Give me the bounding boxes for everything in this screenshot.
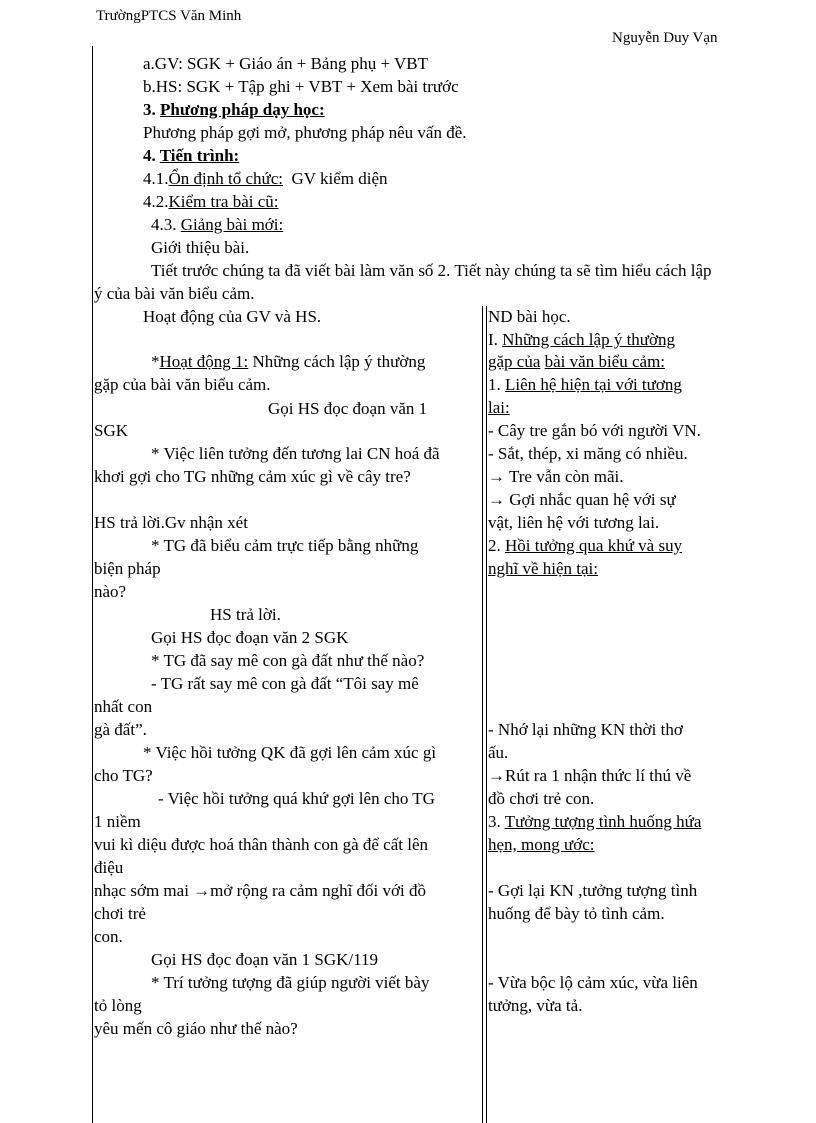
section-4-number: 4. — [143, 146, 156, 165]
question-5-line-1: * Trí tưởng tượng đã giúp người viết bày — [151, 973, 430, 992]
step-4-1-text: GV kiểm diện — [291, 169, 388, 188]
lesson-section-1-title-cont-a: gặp của — [488, 352, 541, 371]
step-4-3-label: Giảng bài mới: — [180, 215, 284, 234]
answer-1: HS trả lời.Gv nhận xét — [94, 513, 248, 532]
answer-4-line-5-rest: mở rộng ra cảm nghĩ đối với đồ — [210, 881, 426, 900]
answer-4-line-1: - Việc hồi tưởng quá khứ gợi lên cho TG — [158, 789, 435, 808]
point-1-item-4-text: Gợi nhắc quan hệ với sự — [509, 490, 676, 509]
question-2-line-2: biện pháp — [94, 559, 161, 578]
step-4-1 — [143, 168, 388, 190]
lesson-section-1-title-cont — [488, 351, 665, 373]
call-read-3: Gọi HS đọc đoạn văn 1 SGK/119 — [151, 950, 378, 969]
point-1-title — [488, 374, 682, 396]
point-2-title-text: Hồi tưởng qua khứ và suy — [505, 536, 683, 555]
lesson-section-1-prefix: I. — [488, 330, 498, 349]
call-read-1-cont: SGK — [94, 421, 129, 440]
section-4-title: Tiến trình: — [159, 146, 240, 165]
step-4-1-label: Ổn định tổ chức: — [168, 169, 284, 188]
point-1-item-4 — [488, 489, 676, 511]
answer-4-line-4: điệu — [94, 858, 124, 877]
point-2-item-1: - Nhớ lại những KN thời thơ — [488, 720, 683, 739]
question-2-line-1: * TG đã biểu cảm trực tiếp bằng những — [151, 536, 419, 555]
answer-3-line-1: - TG rất say mê con gà đất “Tôi say mê — [151, 674, 419, 693]
left-margin-line — [92, 46, 93, 1123]
left-column-header: Hoạt động của GV và HS. — [143, 307, 322, 326]
prep-gv: a.GV: SGK + Giáo án + Bảng phụ + VBT — [143, 54, 428, 73]
section-3-number: 3. — [143, 100, 156, 119]
column-divider-line-1 — [482, 306, 483, 1123]
answer-3-line-2: nhất con — [94, 697, 153, 716]
question-4-line-2: cho TG? — [94, 766, 153, 785]
activity-1-text-cont: gặp của bài văn biểu cảm. — [94, 375, 271, 394]
point-2-title-cont: nghĩ về hiện tại: — [488, 559, 599, 578]
step-4-2-number: 4.2. — [143, 192, 169, 211]
school-name: TrườngPTCS Văn Minh — [96, 8, 242, 24]
step-4-2 — [143, 191, 279, 213]
answer-4-line-7: con. — [94, 927, 123, 946]
right-column-header: ND bài học. — [488, 307, 571, 326]
point-2-item-2-cont: đồ chơi trẻ con. — [488, 789, 595, 808]
point-1-item-2: - Sắt, thép, xi măng có nhiều. — [488, 444, 688, 463]
point-3-title-text: Tưởng tượng tình huống hứa — [504, 812, 702, 831]
answer-4-line-2: 1 niềm — [94, 812, 141, 831]
point-1-title-cont: lai: — [488, 398, 510, 417]
answer-3-line-3: gà đất”. — [94, 720, 147, 739]
column-divider-line-2 — [486, 306, 487, 1123]
point-2-item-1-cont: ấu. — [488, 743, 509, 762]
activity-1-heading — [151, 351, 425, 373]
answer-2: HS trả lời. — [210, 605, 281, 624]
point-2-title — [488, 535, 682, 557]
point-3-title — [488, 811, 701, 833]
point-1-prefix: 1. — [488, 375, 501, 394]
point-3-item-2-cont: tưởng, vừa tả. — [488, 996, 583, 1015]
section-3-heading — [143, 99, 325, 121]
intro-paragraph-line-1: Tiết trước chúng ta đã viết bài làm văn số 2. Tiết này chúng ta sẽ tìm hiểu cách lập — [151, 261, 712, 280]
activity-1-text: Những cách lập ý thường — [252, 352, 426, 371]
question-1-line-1: * Việc liên tưởng đến tương lai CN hoá đã — [151, 444, 440, 463]
point-2-item-2 — [488, 765, 691, 787]
arrow-right-icon: → — [193, 881, 211, 900]
question-1-line-2: khơi gợi cho TG những cảm xúc gì về cây tre? — [94, 467, 411, 486]
lesson-section-1-title — [488, 329, 675, 351]
step-4-3-number: 4.3. — [151, 215, 177, 234]
activity-1-label: Hoạt động 1: — [159, 352, 249, 371]
step-4-2-label: Kiểm tra bài cũ: — [168, 192, 279, 211]
point-1-item-3-text: Tre vẫn còn mãi. — [508, 467, 624, 486]
section-3-text: Phương pháp gợi mở, phương pháp nêu vấn đề. — [143, 123, 467, 142]
point-1-item-3 — [488, 466, 624, 488]
author-name: Nguyễn Duy Vạn — [612, 30, 718, 46]
section-4-heading — [143, 145, 239, 167]
answer-4-line-6: chơi trẻ — [94, 904, 146, 923]
activity-1-prefix: * — [151, 352, 160, 371]
point-3-item-2: - Vừa bộc lộ cảm xúc, vừa liên — [488, 973, 698, 992]
intro-paragraph-line-2: ý của bài văn biểu cảm. — [94, 284, 255, 303]
question-4-line-1: * Việc hồi tưởng QK đã gợi lên cảm xúc gì — [143, 743, 437, 762]
lesson-section-1-title-text: Những cách lập ý thường — [502, 330, 675, 349]
point-3-item-1-cont: huống để bày tỏ tình cảm. — [488, 904, 665, 923]
arrow-right-icon: → — [488, 467, 505, 486]
answer-4-line-5-start: nhạc sớm mai — [94, 881, 189, 900]
point-1-item-4-cont: vật, liên hệ với tương lai. — [488, 513, 660, 532]
intro-lesson: Giới thiệu bài. — [151, 238, 250, 257]
point-2-prefix: 2. — [488, 536, 501, 555]
step-4-3 — [151, 214, 283, 236]
point-3-prefix: 3. — [488, 812, 501, 831]
point-1-title-text: Liên hệ hiện tại với tương — [505, 375, 682, 394]
point-2-item-2-text: Rút ra 1 nhận thức lí thú về — [505, 766, 692, 785]
prep-hs: b.HS: SGK + Tập ghi + VBT + Xem bài trước — [143, 77, 459, 96]
step-4-1-number: 4.1. — [143, 169, 169, 188]
point-3-item-1: - Gợi lại KN ,tưởng tượng tình — [488, 881, 698, 900]
answer-4-line-5 — [94, 880, 426, 902]
arrow-right-icon: → — [488, 490, 505, 509]
question-2-line-3: nào? — [94, 582, 127, 601]
answer-4-line-3: vui kì diệu được hoá thân thành con gà để cất lên — [94, 835, 429, 854]
section-3-title: Phương pháp dạy học: — [160, 100, 325, 119]
question-3: * TG đã say mê con gà đất như thế nào? — [151, 651, 425, 670]
point-1-item-1: - Cây tre gắn bó với người VN. — [488, 421, 701, 440]
question-5-line-3: yêu mến cô giáo như thế nào? — [94, 1019, 298, 1038]
lesson-section-1-title-cont-b: bài văn biểu cảm: — [544, 352, 666, 371]
call-read-1: Gọi HS đọc đoạn văn 1 — [268, 399, 428, 418]
question-5-line-2: tỏ lòng — [94, 996, 142, 1015]
call-read-2: Gọi HS đọc đoạn văn 2 SGK — [151, 628, 349, 647]
arrow-right-icon: → — [488, 766, 505, 785]
point-3-title-cont: hẹn, mong ước: — [488, 835, 595, 854]
